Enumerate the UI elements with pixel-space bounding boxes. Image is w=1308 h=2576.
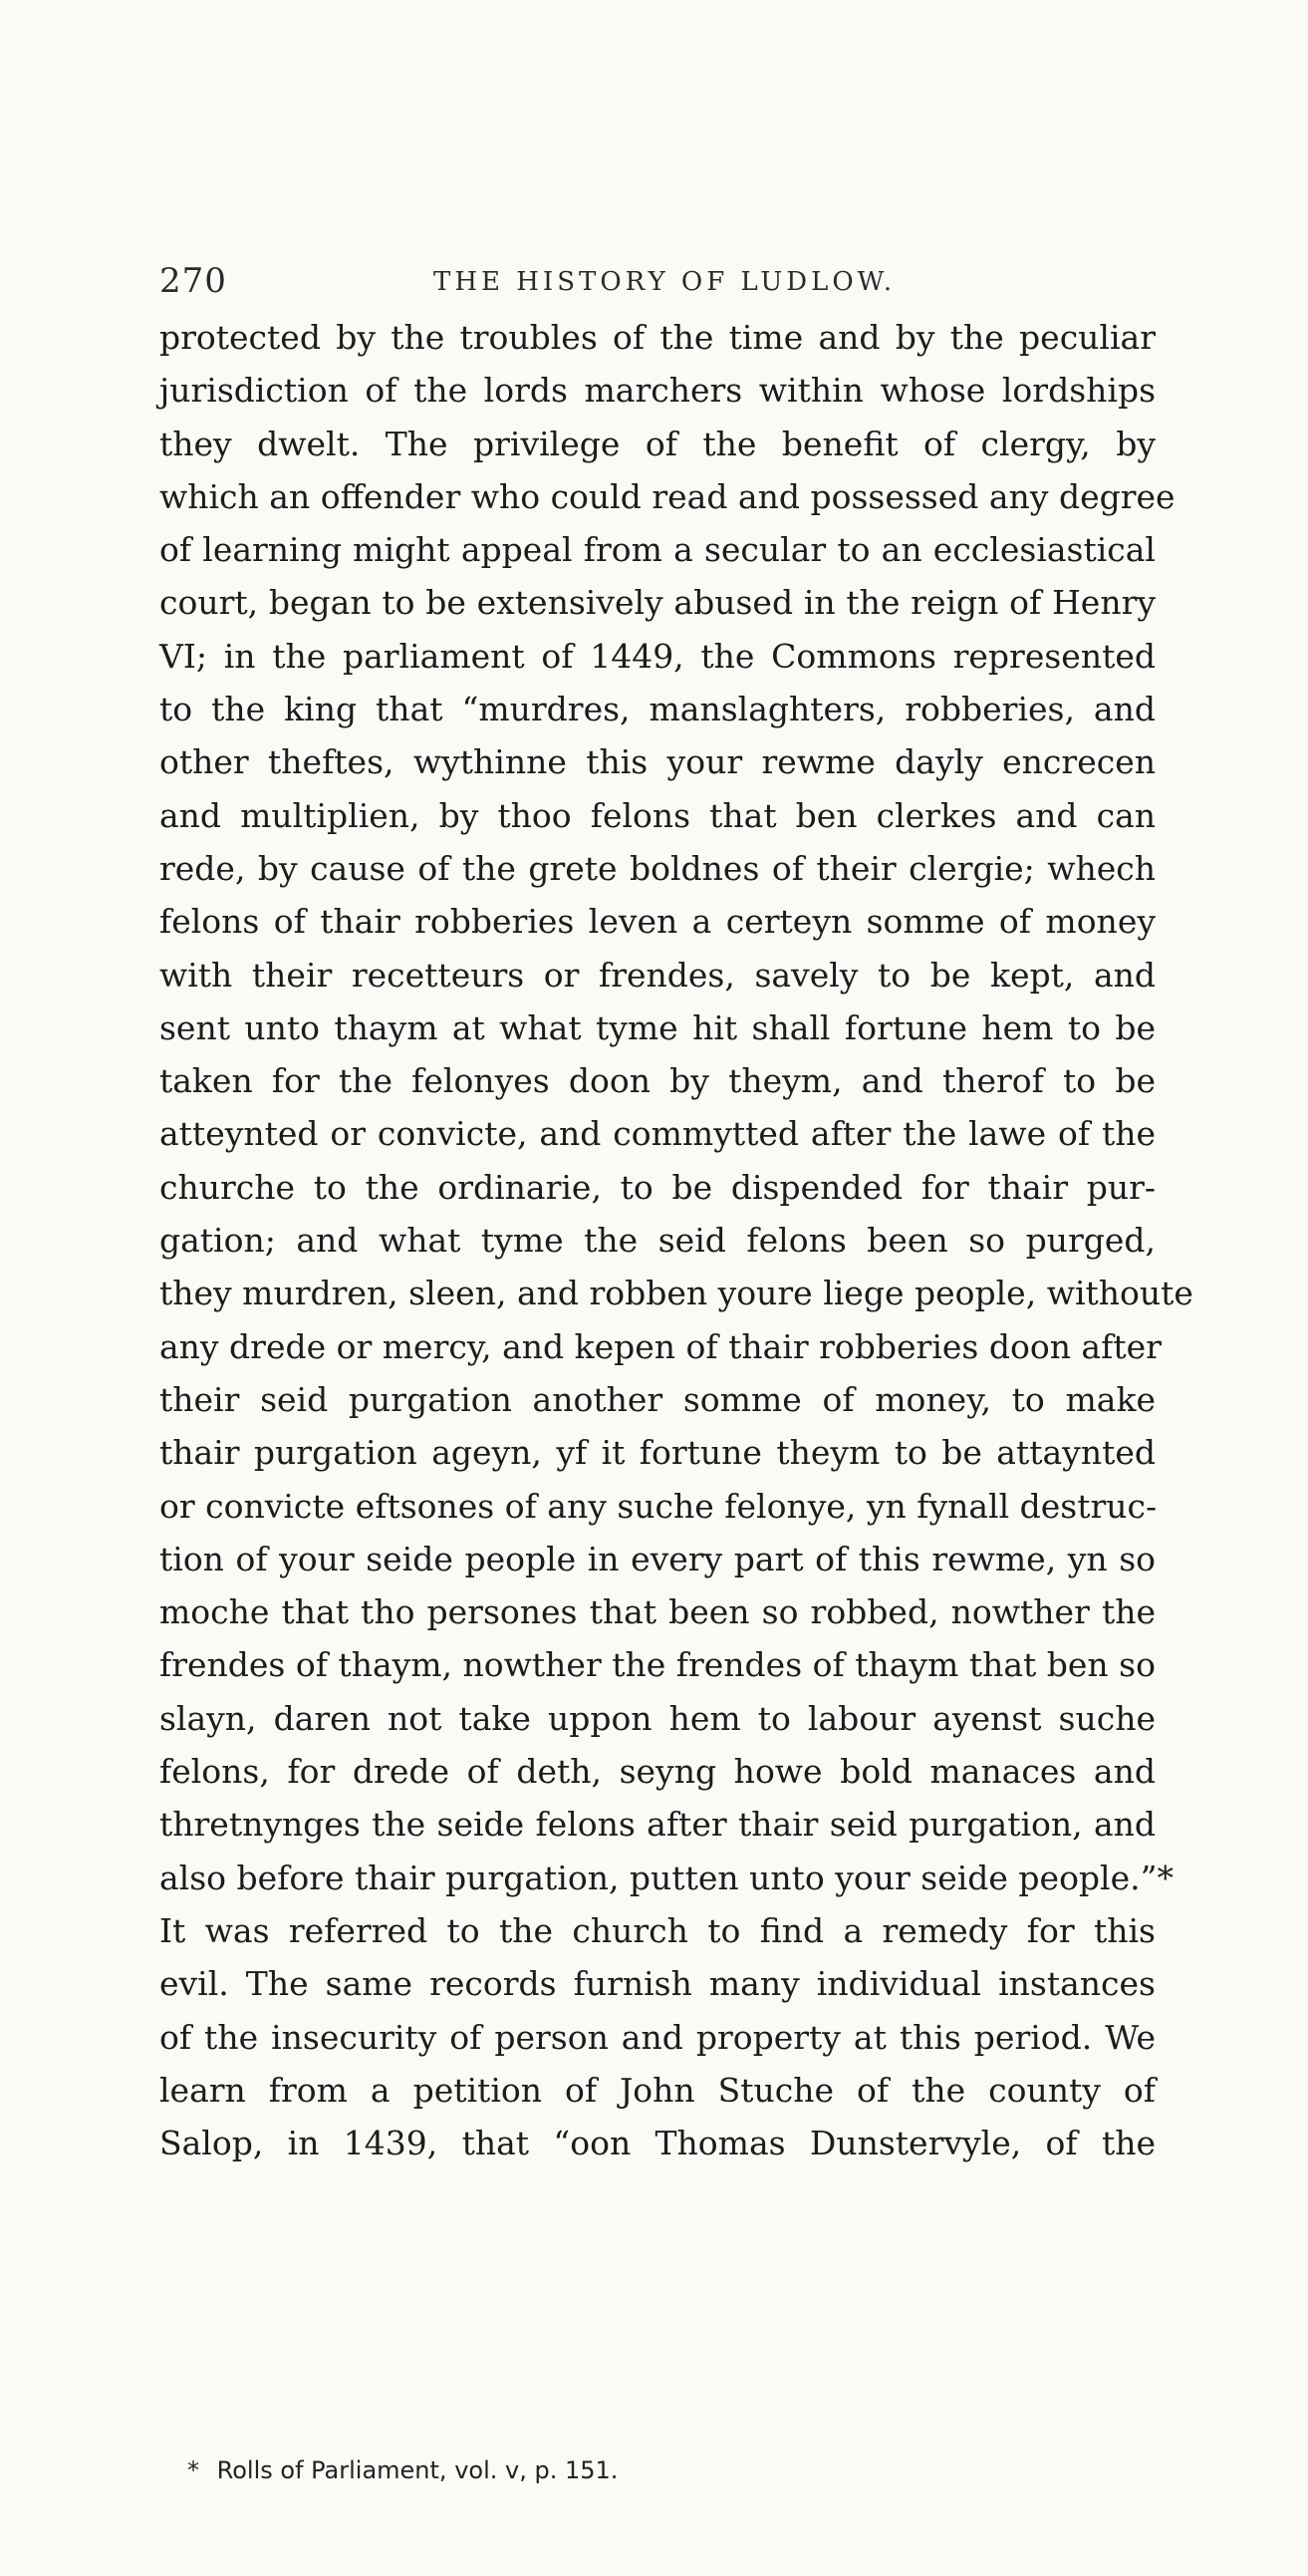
text-line: rede, by cause of the grete boldnes of their clergie; whech xyxy=(159,848,1156,888)
text-line: slayn, daren not take uppon hem to labour ayenst suche xyxy=(159,1698,1156,1738)
text-line: jurisdiction of the lords marchers within whose lordships xyxy=(159,371,1156,411)
page-header xyxy=(159,261,1156,301)
text-line: evil. The same records furnish many individual instances xyxy=(159,1964,1156,2004)
text-line: also before thair purgation, putten unto your seide people.”* xyxy=(159,1858,1175,1897)
text-line: they dwelt. The privilege of the benefit of clergy, by xyxy=(159,424,1156,463)
text-line: Salop, in 1439, that “oon Thomas Dunstervyle, of the xyxy=(159,2124,1156,2163)
text-line: protected by the troubles of the time and by the peculiar xyxy=(159,318,1156,357)
text-line: frendes of thaym, nowther the frendes of thaym that ben so xyxy=(159,1645,1156,1685)
text-line: taken for the felonyes doon by theym, and therof to be xyxy=(159,1061,1156,1101)
running-head: THE HISTORY OF LUDLOW. xyxy=(433,267,897,297)
text-line: moche that tho persones that been so robbed, nowther the xyxy=(159,1592,1156,1632)
footnote xyxy=(187,2456,618,2484)
text-line: tion of your seide people in every part of this rewme, yn so xyxy=(159,1539,1156,1578)
text-line: of the insecurity of person and property at this period. We xyxy=(159,2017,1156,2057)
text-line: their seid purgation another somme of money, to make xyxy=(159,1379,1156,1419)
text-line: to the king that “murdres, manslaghters, robberies, and xyxy=(159,690,1156,729)
text-line: and multiplien, by thoo felons that ben clerkes and can xyxy=(159,795,1156,835)
text-line: with their recetteurs or frendes, savely to be kept, and xyxy=(159,955,1156,995)
text-line: which an offender who could read and possessed any degree xyxy=(159,476,1176,516)
text-line: thretnynges the seide felons after thair seid purgation, and xyxy=(159,1805,1156,1845)
text-line: felons, for drede of deth, seyng howe bold manaces and xyxy=(159,1752,1156,1792)
text-line: learn from a petition of John Stuche of the county of xyxy=(159,2070,1156,2110)
text-line: VI; in the parliament of 1449, the Commons represented xyxy=(159,636,1156,676)
footnote-text: Rolls of Parliament, vol. v, p. 151. xyxy=(216,2456,619,2484)
text-line: any drede or mercy, and kepen of thair robberies doon after xyxy=(159,1326,1162,1366)
text-line: of learning might appeal from a secular to an ecclesiastical xyxy=(159,530,1156,570)
page-number: 270 xyxy=(159,261,227,301)
text-line: other theftes, wythinne this your rewme dayly encrecen xyxy=(159,742,1156,782)
footnote-mark: * xyxy=(187,2456,199,2484)
text-line: court, began to be extensively abused in the reign of Henry xyxy=(159,583,1156,623)
text-line: churche to the ordinarie, to be dispended for thair pur- xyxy=(159,1167,1156,1207)
text-line: sent unto thaym at what tyme hit shall fortune hem to be xyxy=(159,1007,1156,1047)
body-text xyxy=(159,311,1193,2169)
text-line: It was referred to the church to find a remedy for this xyxy=(159,1910,1156,1950)
text-line: thair purgation ageyn, yf it fortune theym to be attaynted xyxy=(159,1433,1156,1473)
text-line: felons of thair robberies leven a certeyn somme of money xyxy=(159,902,1156,942)
text-line: gation; and what tyme the seid felons been so purged, xyxy=(159,1221,1156,1261)
text-line: they murdren, sleen, and robben youre liege people, withoute xyxy=(159,1274,1193,1313)
text-line: or convicte eftsones of any suche felonye, yn fynall destruc- xyxy=(159,1486,1158,1526)
text-line: atteynted or convicte, and commytted after the lawe of the xyxy=(159,1114,1156,1154)
